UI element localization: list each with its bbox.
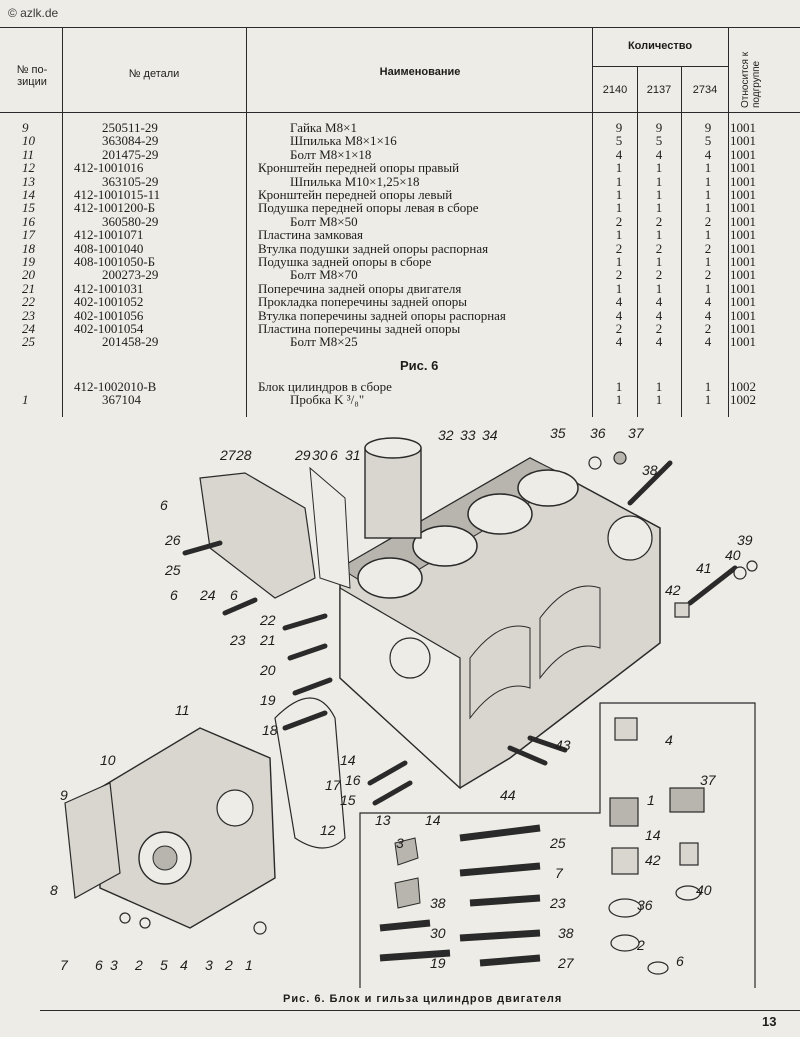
qty-2137-cell: 1: [655, 280, 663, 296]
position-cell: 16: [22, 213, 35, 229]
callout-number: 26: [165, 532, 181, 548]
part-number-cell: 408-1001050-Б: [74, 254, 156, 269]
group-cell: 1001: [730, 254, 756, 269]
callout-number: 10: [100, 752, 116, 768]
position-cell: 11: [22, 146, 35, 162]
group-cell: 1001: [730, 173, 756, 189]
callout-number: 7: [60, 957, 68, 973]
part-number-cell: 201458-29: [102, 334, 159, 350]
qty-2140-cell: 1: [615, 200, 623, 216]
watermark: © azlk.de: [8, 6, 59, 20]
qty-2137-cell: 2: [655, 240, 663, 256]
header-model-2: 2137: [646, 84, 672, 96]
part-number-cell: 360580-29: [102, 213, 159, 229]
qty-2734-cell: 1: [704, 254, 712, 269]
part-name-cell: Подушка задней опоры в сборе: [258, 255, 432, 269]
part-name-cell: Кронштейн передней опоры правый: [258, 161, 460, 176]
qty-2734-cell: 2: [704, 267, 712, 283]
callout-number: 20: [260, 662, 276, 678]
callout-number: 37: [700, 772, 716, 788]
part-number-cell: 412-1001016: [74, 160, 144, 176]
callout-number: 11: [175, 702, 190, 718]
part-name-cell: Прокладка поперечины задней опоры: [258, 295, 467, 310]
position-cell: 12: [22, 160, 35, 176]
position-cell: 18: [22, 240, 35, 256]
quantity-subrule: [592, 66, 728, 67]
qty-2140-cell: 2: [615, 267, 623, 283]
callout-number: 38: [642, 462, 658, 478]
callout-number: 25: [165, 562, 181, 578]
position-cell: 9: [22, 120, 29, 135]
callout-number: 2: [637, 937, 645, 953]
part-number-cell: 402-1001054: [74, 321, 144, 336]
callout-number: 14: [645, 827, 661, 843]
part-number-cell: 412-1002010-В: [74, 379, 157, 394]
callout-number: 7: [555, 865, 563, 881]
qty-2140-cell: 1: [615, 173, 623, 189]
group-cell: 1002: [730, 379, 756, 394]
part-number-cell: 412-1001015-11: [74, 187, 161, 202]
group-cell: 1001: [730, 334, 756, 350]
qty-2734-cell: 1: [704, 160, 712, 176]
qty-2137-cell: 5: [655, 133, 663, 149]
page-number: 13: [762, 1014, 777, 1029]
qty-2140-cell: 4: [615, 307, 623, 323]
cylinder-block: [340, 438, 660, 788]
callout-number: 19: [430, 955, 446, 971]
header-top-rule: [0, 27, 800, 28]
callout-number: 16: [345, 772, 361, 788]
callout-number: 34: [482, 427, 498, 443]
position-cell: 22: [22, 294, 35, 310]
callout-number: 27: [558, 955, 574, 971]
callout-number: 15: [340, 792, 356, 808]
part-number-cell: 412-1001200-Б: [74, 200, 156, 216]
position-cell: 14: [22, 187, 35, 202]
callout-number: 36: [590, 425, 606, 441]
part-name-cell: Пластина замковая: [258, 228, 364, 243]
part-name-cell: Болт M8×70: [290, 268, 358, 283]
part-name-cell: Шпилька M10×1,25×18: [290, 174, 420, 189]
qty-2734-cell: 4: [704, 307, 712, 323]
part-name-cell: Шпилька M8×1×16: [290, 134, 397, 149]
qty-2734-cell: 1: [704, 280, 712, 296]
part-name-cell: Гайка M8×1: [290, 121, 357, 135]
table-row: [0, 335, 800, 349]
part-name-cell: Блок цилиндров в сборе: [258, 380, 392, 394]
callout-number: 4: [665, 732, 673, 748]
callout-number: 22: [260, 612, 276, 628]
callout-number: 30: [430, 925, 446, 941]
group-cell: 1001: [730, 321, 756, 336]
callout-number: 30: [312, 447, 328, 463]
part-name-cell: Пластина поперечины задней опоры: [258, 322, 461, 336]
part-name-cell: Втулка подушки задней опоры распорная: [258, 241, 489, 256]
callout-number: 39: [737, 532, 753, 548]
callout-number: 6: [330, 447, 338, 463]
callout-number: 32: [438, 427, 454, 443]
callout-number: 36: [637, 897, 653, 913]
callout-number: 28: [236, 447, 252, 463]
part-number-cell: 402-1001052: [74, 294, 144, 310]
header-position: № по- зиции: [16, 64, 48, 88]
group-cell: 1001: [730, 200, 756, 216]
part-number-cell: 412-1001031: [74, 280, 144, 296]
callout-number: 1: [245, 957, 253, 973]
qty-2137-cell: 4: [655, 294, 663, 310]
part-number-cell: 200273-29: [102, 267, 159, 283]
position-cell: 19: [22, 254, 35, 269]
qty-2140-cell: 4: [615, 294, 623, 310]
header-part-no: № детали: [128, 68, 180, 80]
qty-2137-cell: 1: [655, 200, 663, 216]
callout-number: 43: [555, 737, 571, 753]
qty-2734-cell: 2: [704, 213, 712, 229]
callout-number: 6: [170, 587, 178, 603]
position-cell: 10: [22, 133, 35, 149]
qty-2140-cell: 1: [615, 187, 623, 202]
callout-number: 9: [60, 787, 68, 803]
group-cell: 1001: [730, 280, 756, 296]
group-cell: 1001: [730, 133, 756, 149]
part-name-cell: Болт M8×1×18: [290, 147, 372, 162]
part-number-cell: 250511-29: [102, 120, 158, 135]
callout-number: 2: [135, 957, 143, 973]
qty-2137-cell: 9: [655, 120, 663, 135]
qty-2137-cell: 4: [655, 307, 663, 323]
callout-number: 3: [396, 835, 404, 851]
callout-number: 42: [665, 582, 681, 598]
part-number-cell: 402-1001056: [74, 307, 144, 323]
callout-number: 2: [225, 957, 233, 973]
callout-number: 14: [340, 752, 356, 768]
callout-number: 17: [325, 777, 341, 793]
callout-number: 18: [262, 722, 278, 738]
qty-2140-cell: 4: [615, 146, 623, 162]
header-quantity: Количество: [627, 40, 693, 52]
qty-2734-cell: 4: [704, 334, 712, 350]
position-cell: 23: [22, 307, 35, 323]
callout-number: 6: [230, 587, 238, 603]
group-cell: 1001: [730, 240, 756, 256]
callout-number: 19: [260, 692, 276, 708]
qty-2140-cell: 4: [615, 334, 623, 350]
callout-number: 37: [628, 425, 644, 441]
qty-2137-cell: 1: [655, 160, 663, 176]
qty-2734-cell: 1: [704, 173, 712, 189]
qty-2137-cell: 1: [655, 227, 663, 243]
callout-number: 25: [550, 835, 566, 851]
part-number-cell: 412-1001071: [74, 227, 144, 243]
position-cell: 17: [22, 227, 35, 243]
callout-number: 23: [550, 895, 566, 911]
callout-number: 6: [160, 497, 168, 513]
qty-2137-cell: 1: [655, 187, 663, 202]
qty-2140-cell: 1: [615, 160, 623, 176]
figure-caption: Рис. 6. Блок и гильза цилиндров двигателя: [283, 993, 563, 1005]
callout-number: 27: [220, 447, 236, 463]
callout-number: 8: [50, 882, 58, 898]
callout-number: 21: [260, 632, 276, 648]
position-cell: 25: [22, 334, 35, 350]
qty-2734-cell: 1: [704, 379, 712, 394]
part-number-cell: 363105-29: [102, 173, 159, 189]
engine-block-figure: [40, 418, 770, 988]
qty-2734-cell: 1: [704, 187, 712, 202]
group-cell: 1001: [730, 160, 756, 176]
group-cell: 1001: [730, 307, 756, 323]
qty-2734-cell: 4: [704, 294, 712, 310]
callout-number: 44: [500, 787, 516, 803]
part-name-cell: Втулка поперечины задней опоры распорная: [258, 308, 506, 323]
callout-number: 3: [110, 957, 118, 973]
group-cell: 1001: [730, 213, 756, 229]
part-name-cell: Болт M8×50: [290, 214, 358, 229]
callout-number: 31: [345, 447, 361, 463]
position-cell: 1: [22, 392, 29, 408]
header-model-3: 2734: [692, 84, 718, 96]
callout-number: 23: [230, 632, 246, 648]
group-cell: 1001: [730, 146, 756, 162]
callout-number: 1: [647, 792, 655, 808]
part-name-cell: Болт M8×25: [290, 335, 358, 350]
table-row: [0, 393, 800, 407]
callout-number: 6: [676, 953, 684, 969]
qty-2140-cell: 2: [615, 213, 623, 229]
position-cell: 21: [22, 280, 35, 296]
group-cell: 1001: [730, 294, 756, 310]
callout-number: 12: [320, 822, 336, 838]
callout-number: 5: [160, 957, 168, 973]
callout-number: 38: [430, 895, 446, 911]
group-cell: 1001: [730, 267, 756, 283]
qty-2734-cell: 5: [704, 133, 712, 149]
qty-2734-cell: 4: [704, 146, 712, 162]
header-name: Наименование: [379, 66, 461, 78]
group-cell: 1001: [730, 227, 756, 243]
qty-2137-cell: 4: [655, 146, 663, 162]
callout-number: 6: [95, 957, 103, 973]
qty-2734-cell: 9: [704, 120, 712, 135]
callout-number: 35: [550, 425, 566, 441]
callout-number: 13: [375, 812, 391, 828]
qty-2140-cell: 9: [615, 120, 623, 135]
position-cell: 13: [22, 173, 35, 189]
callout-number: 40: [696, 882, 712, 898]
qty-2140-cell: 1: [615, 280, 623, 296]
qty-2140-cell: 2: [615, 321, 623, 336]
qty-2734-cell: 1: [704, 227, 712, 243]
callout-number: 3: [205, 957, 213, 973]
part-number-cell: 201475-29: [102, 146, 159, 162]
qty-2137-cell: 2: [655, 267, 663, 283]
callout-number: 4: [180, 957, 188, 973]
engine-block-drawing: [40, 418, 770, 988]
group-cell: 1001: [730, 187, 756, 202]
header-group: Относится к подгруппе: [740, 51, 762, 108]
qty-2140-cell: 1: [615, 254, 623, 269]
qty-2140-cell: 1: [615, 227, 623, 243]
header-bottom-rule: [0, 112, 800, 113]
qty-2137-cell: 2: [655, 321, 663, 336]
qty-2140-cell: 1: [615, 392, 623, 408]
footer-rule: [40, 1010, 800, 1011]
qty-2137-cell: 1: [655, 173, 663, 189]
qty-2140-cell: 5: [615, 133, 623, 149]
part-name-cell: Поперечина задней опоры двигателя: [258, 281, 462, 296]
qty-2140-cell: 1: [615, 379, 623, 394]
part-number-cell: 408-1001040: [74, 240, 144, 256]
qty-2137-cell: 1: [655, 392, 663, 408]
rear-plate: [200, 468, 350, 598]
part-name-cell: Кронштейн передней опоры левый: [258, 188, 453, 202]
qty-2734-cell: 2: [704, 240, 712, 256]
qty-2137-cell: 4: [655, 334, 663, 350]
callout-number: 14: [425, 812, 441, 828]
qty-2137-cell: 2: [655, 213, 663, 229]
part-number-cell: 367104: [102, 392, 141, 408]
qty-2734-cell: 1: [704, 200, 712, 216]
header-model-1: 2140: [602, 84, 628, 96]
position-cell: 20: [22, 267, 35, 283]
part-name-cell: Подушка передней опоры левая в сборе: [258, 201, 479, 216]
callout-number: 40: [725, 547, 741, 563]
qty-2137-cell: 1: [655, 254, 663, 269]
qty-2734-cell: 2: [704, 321, 712, 336]
qty-2137-cell: 1: [655, 379, 663, 394]
group-cell: 1002: [730, 392, 756, 408]
callout-number: 29: [295, 447, 311, 463]
group-cell: 1001: [730, 120, 756, 135]
timing-cover: [65, 728, 275, 928]
qty-2140-cell: 2: [615, 240, 623, 256]
qty-2734-cell: 1: [704, 392, 712, 408]
part-number-cell: 363084-29: [102, 133, 159, 149]
callout-number: 38: [558, 925, 574, 941]
callout-number: 41: [696, 560, 712, 576]
callout-number: 33: [460, 427, 476, 443]
position-cell: 24: [22, 321, 35, 336]
callout-number: 42: [645, 852, 661, 868]
part-name-cell: Пробка K ³/₈": [290, 393, 365, 408]
position-cell: 15: [22, 200, 35, 216]
callout-number: 24: [200, 587, 216, 603]
section-title: Рис. 6: [400, 358, 439, 373]
